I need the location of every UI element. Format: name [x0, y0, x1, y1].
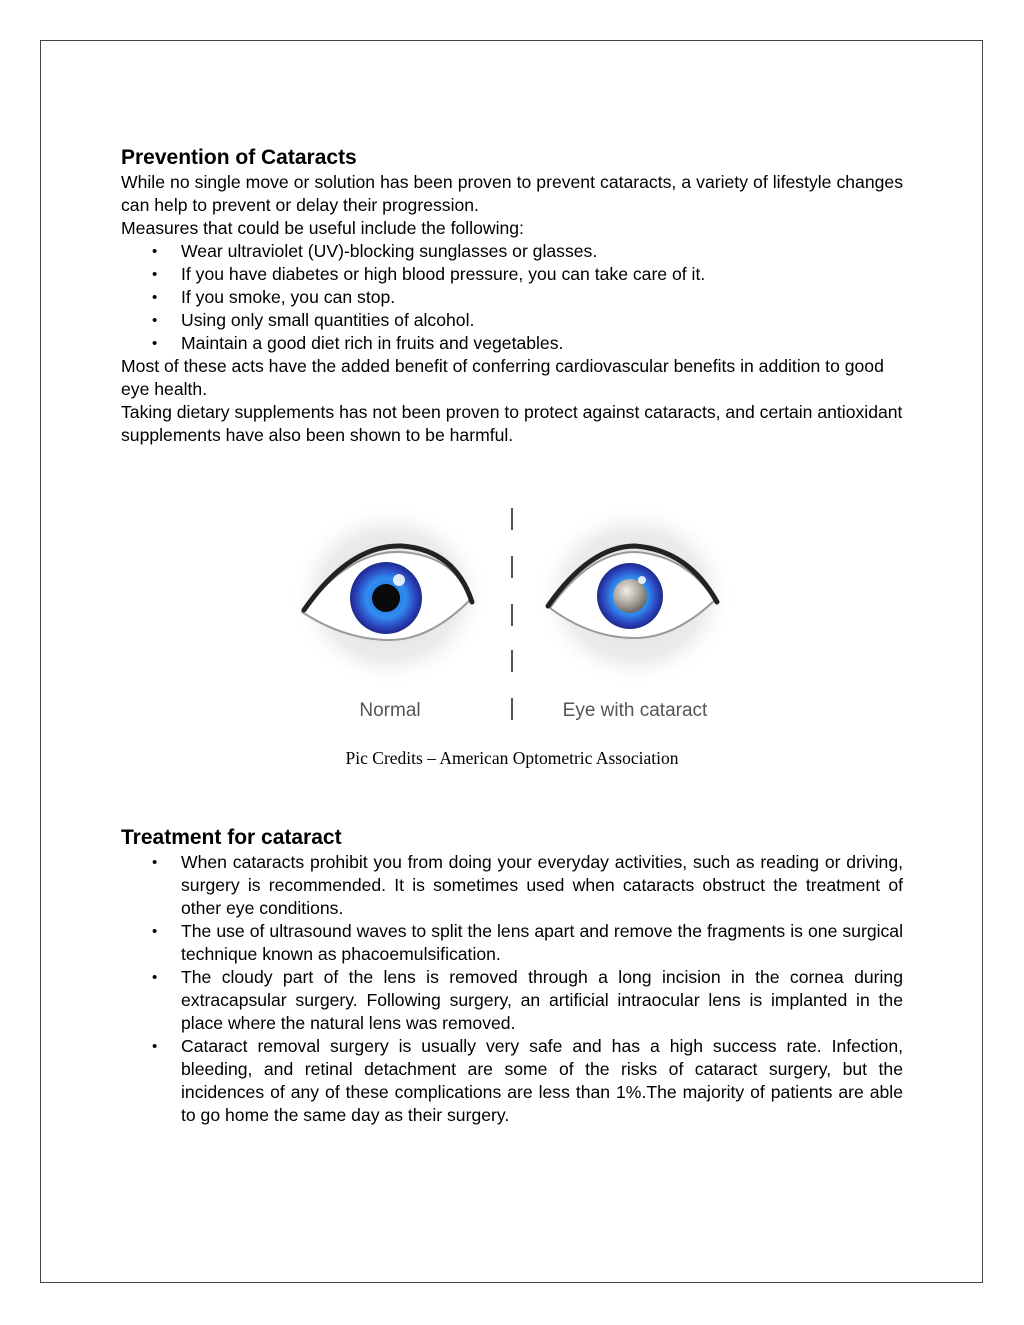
supplements-paragraph: Taking dietary supplements has not been proven to protect against cataracts, and certain antioxidant supplements have also been shown to be harmful. [121, 402, 903, 445]
figure-caption: Pic Credits – American Optometric Association [345, 748, 679, 768]
cataract-eye [535, 503, 735, 687]
prevention-section [121, 145, 903, 447]
list-item: • If you have diabetes or high blood pressure, you can take care of it. [121, 263, 903, 286]
list-item: • Using only small quantities of alcohol. [121, 309, 903, 332]
list-item: • Cataract removal surgery is usually very safe and has a high success rate. Infection, bleeding, and retinal detachment are some of the risks of cataract surgery, but the incidences of any of these complications are less than 1%.The majority of patients are able to go home the same day as their surgery. [121, 1035, 903, 1127]
list-item: • If you smoke, you can stop. [121, 286, 903, 309]
list-item: • The cloudy part of the lens is removed through a long incision in the cornea during extracapsular surgery. Following surgery, an artificial intraocular lens is implanted in the place where the natural lens was removed. [121, 966, 903, 1035]
treatment-list [121, 851, 903, 1127]
eye-comparison-figure [290, 500, 740, 730]
normal-eye-label: Normal [359, 700, 421, 721]
cataract-eye-label: Eye with cataract [562, 700, 708, 721]
treatment-section [121, 825, 903, 1127]
treatment-heading: Treatment for cataract [121, 826, 342, 849]
prevention-list [121, 240, 903, 355]
list-item: • The use of ultrasound waves to split the lens apart and remove the fragments is one surgical technique known as phacoemulsification. [121, 920, 903, 966]
benefit-paragraph: Most of these acts have the added benefit of conferring cardiovascular benefits in addition to good eye health. [121, 356, 884, 399]
prevention-heading: Prevention of Cataracts [121, 146, 357, 169]
normal-eye [290, 503, 490, 687]
measures-intro: Measures that could be useful include the following: [121, 218, 524, 238]
prevention-intro: While no single move or solution has been proven to prevent cataracts, a variety of lifestyle changes can help to prevent or delay their progression. [121, 172, 903, 215]
list-item: • Maintain a good diet rich in fruits and vegetables. [121, 332, 903, 355]
list-item: • When cataracts prohibit you from doing your everyday activities, such as reading or driving, surgery is recommended. It is sometimes used when cataracts obstruct the treatment of other eye conditions. [121, 851, 903, 920]
list-item: • Wear ultraviolet (UV)-blocking sunglasses or glasses. [121, 240, 903, 263]
